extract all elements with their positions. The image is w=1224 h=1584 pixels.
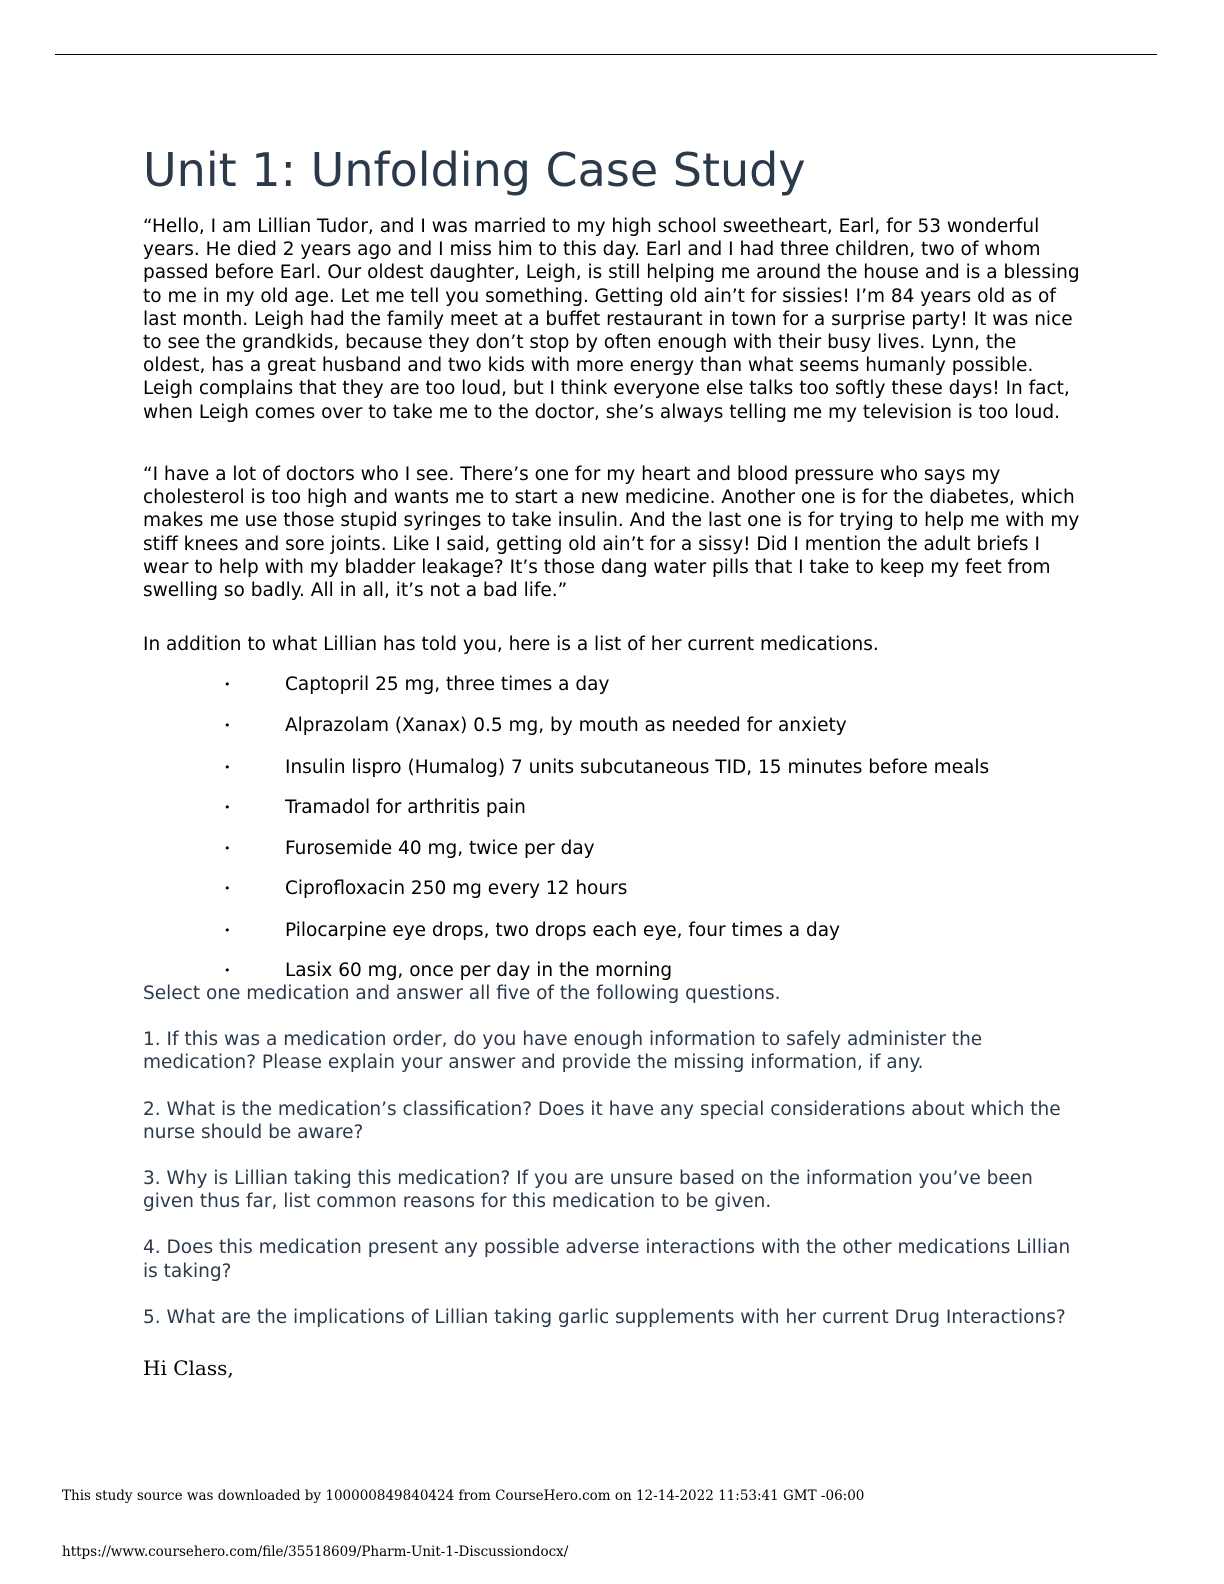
- medication-text: Lasix 60 mg, once per day in the morning: [285, 960, 673, 981]
- question-3: 3. Why is Lillian taking this medication? If you are unsure based on the information you’ve been given thus far, list common reasons for this medication to be given.: [143, 1168, 1033, 1213]
- footer-source-notice: This study source was downloaded by 100000849840424 from CourseHero.com on 12-14-2022 11:53:41 GMT -06:00: [62, 1488, 865, 1504]
- medication-text: Captopril 25 mg, three times a day: [285, 674, 610, 695]
- bullet-icon: •: [224, 964, 231, 977]
- footer-url-link[interactable]: https://www.coursehero.com/file/35518609/Pharm-Unit-1-Discussiondocx/: [62, 1544, 569, 1560]
- list-item: [0, 918, 1100, 944]
- question-1: 1. If this was a medication order, do you have enough information to safely administer the medication? Please explain your answer and provide the missing information, if any.: [143, 1029, 983, 1074]
- page-title: Unit 1: Unfolding Case Study: [143, 143, 806, 197]
- list-item: [0, 958, 1100, 984]
- bullet-icon: •: [224, 842, 231, 855]
- medication-text: Pilocarpine eye drops, two drops each eye, four times a day: [285, 920, 841, 941]
- question-5: 5. What are the implications of Lillian taking garlic supplements with her current Drug Interactions?: [143, 1306, 1066, 1328]
- medication-text: Furosemide 40 mg, twice per day: [285, 838, 595, 859]
- bullet-icon: •: [224, 719, 231, 732]
- question-2: 2. What is the medication’s classification? Does it have any special considerations about which the nurse should be aware?: [143, 1098, 1061, 1143]
- bullet-icon: •: [224, 801, 231, 814]
- medication-text: Tramadol for arthritis pain: [285, 797, 526, 818]
- medication-text: Insulin lispro (Humalog) 7 units subcutaneous TID, 15 minutes before meals: [285, 757, 990, 778]
- intro-paragraph: “Hello, I am Lillian Tudor, and I was married to my high school sweetheart, Earl, for 53 wonderful years. He died 2 years ago and I miss him to this day. Earl and I had three children, two of whom passed before Earl. Our oldest daughter, Leigh, is still helping me around the house and is a blessing to me in my old age. Let me tell you something. Getting old ain’t for sissies! I’m 84 years old as of last month. Leigh had the family meet at a buffet restaurant in town for a surprise party! It was nice to see the grandkids, because they don’t stop by often enough with their busy lives. Lynn, the oldest, has a great husband and two kids with more energy than what seems humanly possible. Leigh complains that they are too loud, but I think everyone else talks too softly these days! In fact, when Leigh comes over to take me to the doctor, she’s always telling me my television is too loud.: [143, 216, 1080, 423]
- question-4: 4. Does this medication present any possible adverse interactions with the other medications Lillian is taking?: [143, 1237, 1071, 1282]
- list-item: [0, 672, 1100, 698]
- medication-text: Alprazolam (Xanax) 0.5 mg, by mouth as needed for anxiety: [285, 715, 847, 736]
- list-item: [0, 755, 1100, 781]
- doctors-paragraph: “I have a lot of doctors who I see. There’s one for my heart and blood pressure who says my cholesterol is too high and wants me to start a new medicine. Another one is for the diabetes, which makes me use those stupid syringes to take insulin. And the last one is for trying to help me with my stiff knees and sore joints. Like I said, getting old ain’t for a sissy! Did I mention the adult briefs I wear to help with my bladder leakage? It’s those dang water pills that I take to keep my feet from swelling so badly. All in all, it’s not a bad life.”: [143, 464, 1080, 602]
- list-item: [0, 795, 1100, 821]
- bullet-icon: •: [224, 924, 231, 937]
- bullet-icon: •: [224, 678, 231, 691]
- list-item: [0, 876, 1100, 902]
- discussion-questions: [143, 982, 1083, 1329]
- medication-text: Ciprofloxacin 250 mg every 12 hours: [285, 878, 628, 899]
- bullet-icon: •: [224, 882, 231, 895]
- bullet-icon: •: [224, 761, 231, 774]
- list-item: [0, 713, 1100, 739]
- medications-lead-in: In addition to what Lillian has told you, here is a list of her current medications.: [143, 634, 879, 655]
- questions-intro: Select one medication and answer all five of the following questions.: [143, 983, 781, 1004]
- list-item: [0, 836, 1100, 862]
- greeting: Hi Class,: [143, 1356, 234, 1380]
- header-divider: [55, 54, 1157, 55]
